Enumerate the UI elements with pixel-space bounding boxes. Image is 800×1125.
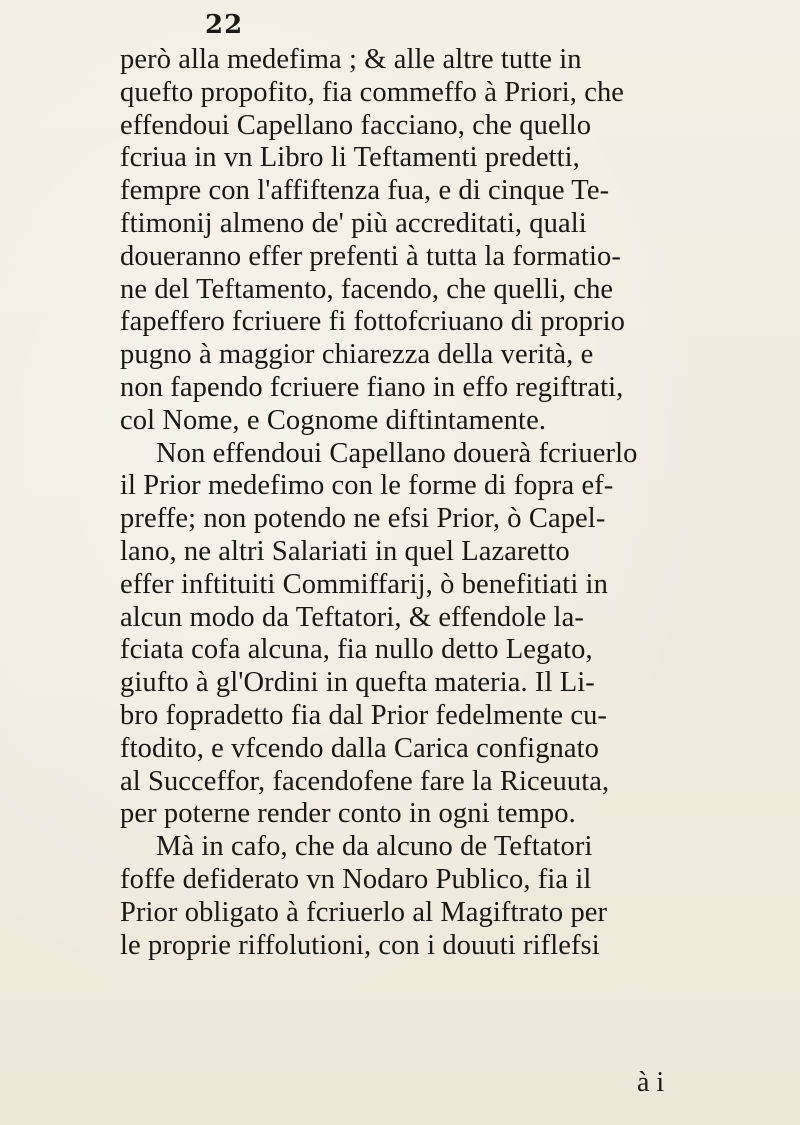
text-line: preffe; non potendo ne efsi Prior, ò Capel- [120, 503, 606, 535]
text-line: le proprie riffolutioni, con i douuti riflefsi [120, 929, 600, 961]
catchword: à i [637, 1067, 665, 1098]
body-text [120, 44, 780, 962]
text-line: effendoui Capellano facciano, che quello [120, 109, 592, 141]
text-line: bro fopradetto fia dal Prior fedelmente cu- [120, 699, 608, 731]
text-line: ftimonij almeno de' più accreditati, quali [120, 207, 587, 239]
text-line: pugno à maggior chiarezza della verità, e [120, 339, 594, 371]
text-line: però alla medefima ; & alle altre tutte in [120, 44, 582, 75]
text-line: fcriua in vn Libro li Teftamenti predetti, [120, 142, 580, 174]
text-line: ftodito, e vfcendo dalla Carica confignato [120, 732, 600, 764]
text-line: per poterne render conto in ogni tempo. [120, 798, 576, 830]
page-number: 22 [205, 10, 244, 40]
paragraph-start-line: Mà in cafo, che da alcuno de Teftatori [156, 831, 593, 863]
text-line: fciata cofa alcuna, fia nullo detto Legato, [120, 634, 593, 666]
text-line: Prior obligato à fcriuerlo al Magiftrato per [120, 896, 608, 928]
text-line: ne del Teftamento, facendo, che quelli, che [120, 273, 614, 305]
text-line: al Succeffor, facendofene fare la Riceuuta, [120, 765, 610, 797]
text-line: fapeffero fcriuere fi fottofcriuano di proprio [120, 306, 625, 338]
text-line: quefto propofito, fia commeffo à Priori, che [120, 76, 625, 108]
text-line: alcun modo da Teftatori, & effendole la- [120, 601, 584, 633]
text-line: giufto à gl'Ordini in quefta materia. Il Li- [120, 667, 595, 699]
text-line: effer inftituiti Commiffarij, ò benefitiati in [120, 568, 608, 600]
text-line: doueranno effer prefenti à tutta la formatio- [120, 240, 621, 272]
text-line: il Prior medefimo con le forme di fopra ef- [120, 470, 614, 502]
text-line: lano, ne altri Salariati in quel Lazaretto [120, 535, 570, 567]
paragraph-start-line: Non effendoui Capellano douerà fcriuerlo [156, 437, 638, 469]
text-line: fempre con l'affiftenza fua, e di cinque Te- [120, 175, 610, 207]
text-line: foffe defiderato vn Nodaro Publico, fia il [120, 863, 592, 895]
text-line: non fapendo fcriuere fiano in effo regiftrati, [120, 371, 624, 403]
text-line: col Nome, e Cognome diftintamente. [120, 404, 547, 436]
